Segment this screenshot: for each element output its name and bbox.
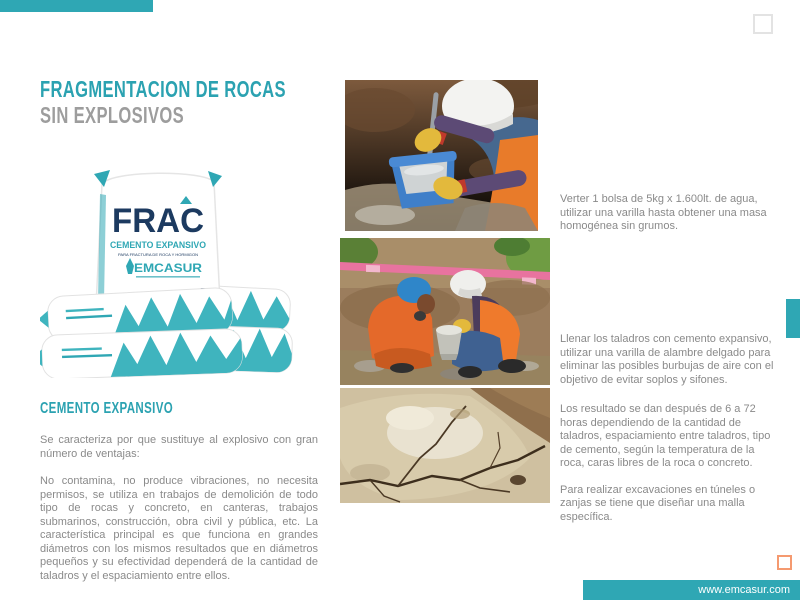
step-excavation-paragraph: Para realizar excavaciones en túneles o zanjas se tiene que diseñar una malla específica.: [560, 483, 756, 523]
bag-company: EMCASUR: [134, 261, 203, 275]
photo-cracked-rock: [340, 388, 550, 503]
top-right-square: [753, 14, 773, 34]
section-intro: Se caracteriza por que sustituye al explosivo con gran número de ventajas:: [40, 434, 318, 460]
title-line-1: FRAGMENTACION DE ROCAS: [40, 76, 286, 102]
title-line-2: SIN EXPLOSIVOS: [40, 102, 184, 128]
right-accent-bar: [786, 299, 800, 338]
photo-workers-filling-holes: [340, 238, 550, 385]
photo-mixing-bucket: [345, 80, 538, 231]
footer-website-url: www.emcasur.com: [698, 584, 790, 596]
step-text-mixing: Verter 1 bolsa de 5kg x 1.600lt. de agua, utilizar una varilla hasta obtener una masa homogénea sin grumos.: [560, 193, 767, 232]
rock-hole: [510, 475, 526, 485]
lying-bag-front-bottom: [40, 328, 243, 378]
footer-bar: [583, 580, 800, 600]
section-heading: CEMENTO EXPANSIVO: [40, 400, 174, 417]
bottom-orange-square: [777, 555, 792, 570]
section-body: No contamina, no produce vibraciones, no necesita permisos, se utiliza en trabajos de demolición de todo tipo de rocas y concreto, en canteras, trabajos submarinos, construcción, obra civil y pública, etc. La característica principal es que funciona en grandes diámetros con los mismos resultados que en diámetros pequeños y su efectividad dependerá de la cantidad de taladros y el espaciamiento entre ellos.: [40, 475, 318, 582]
top-accent-bar: [0, 0, 153, 12]
bag-brand: FRAC: [112, 202, 204, 240]
step-text-filling: Llenar los taladros con cemento expansivo, utilizar una varilla de alambre delgado para eliminar las posibles burbujas de aire con el objetivo de evitar soplos y sifones.: [560, 333, 774, 386]
bag-product-name: CEMENTO EXPANSIVO: [110, 240, 206, 250]
product-image-frac-bags: [40, 160, 296, 378]
step-text-results: [560, 403, 778, 524]
bag-tagline: PARA FRACTURA DE ROCA Y HORMIGON: [118, 252, 199, 257]
step-results-paragraph: Los resultado se dan después de 6 a 72 horas dependiendo de la cantidad de taladros, espaciamiento entre taladros, tipo de cemento, según la temperatura de la roca, caras libres de la roca o concreto.: [560, 403, 771, 469]
page-title: [40, 76, 382, 128]
